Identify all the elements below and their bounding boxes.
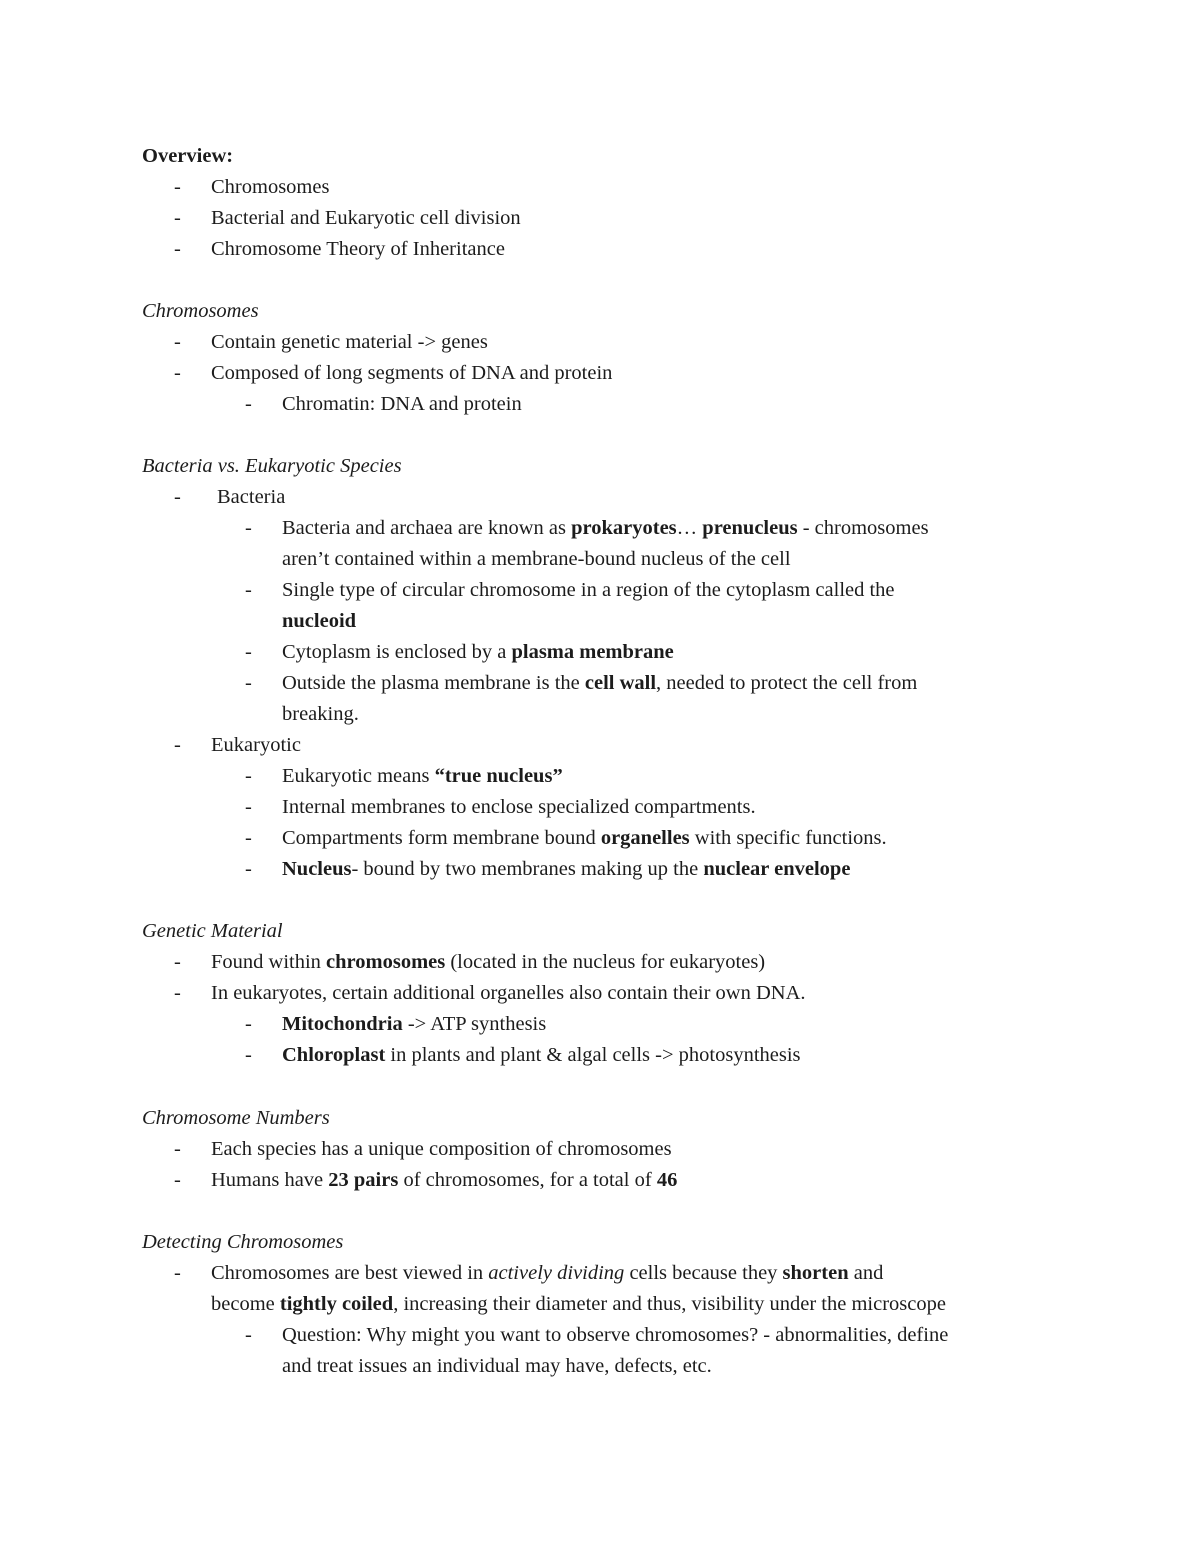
bold-term: Mitochondria bbox=[282, 1013, 403, 1035]
genetic-material-heading: Genetic Material bbox=[142, 920, 283, 942]
text-run: Found within bbox=[211, 951, 327, 973]
bullet-dash: - bbox=[174, 207, 181, 229]
text-run: Cytoplasm is enclosed by a bbox=[282, 641, 512, 663]
list-item-continuation bbox=[211, 1289, 946, 1320]
text-run: Humans have bbox=[211, 1169, 329, 1191]
list-item: Each species has a unique composition of chromosomes bbox=[211, 1138, 672, 1160]
list-subitem: Internal membranes to enclose specialized compartments. bbox=[282, 796, 756, 818]
list-subitem bbox=[282, 637, 674, 668]
overview-item: Chromosome Theory of Inheritance bbox=[211, 238, 505, 260]
text-run: Eukaryotic means bbox=[282, 765, 435, 787]
list-item bbox=[211, 947, 765, 978]
bullet-dash: - bbox=[245, 672, 252, 694]
bullet-dash: - bbox=[174, 1262, 181, 1284]
text-run: (located in the nucleus for eukaryotes) bbox=[445, 951, 766, 973]
list-item bbox=[211, 1165, 677, 1196]
list-item: Bacteria bbox=[217, 486, 286, 508]
overview-item: Bacterial and Eukaryotic cell division bbox=[211, 207, 521, 229]
list-item: Composed of long segments of DNA and protein bbox=[211, 362, 613, 384]
text-run: cells because they bbox=[624, 1262, 783, 1284]
bold-term: organelles bbox=[600, 827, 690, 849]
text-run: with specific functions. bbox=[689, 827, 887, 849]
bullet-dash: - bbox=[174, 486, 181, 508]
bullet-dash: - bbox=[174, 734, 181, 756]
bullet-dash: - bbox=[174, 362, 181, 384]
list-item bbox=[211, 1258, 883, 1289]
italic-term: actively dividing bbox=[488, 1262, 625, 1284]
text-run: Compartments form membrane bound bbox=[282, 827, 601, 849]
bullet-dash: - bbox=[245, 641, 252, 663]
bold-term: chromosomes bbox=[326, 951, 446, 973]
list-subitem bbox=[282, 513, 929, 544]
list-subitem bbox=[282, 823, 887, 854]
list-subitem bbox=[282, 854, 850, 885]
bullet-dash: - bbox=[245, 1013, 252, 1035]
text-run: and bbox=[848, 1262, 884, 1284]
list-subitem-continuation: and treat issues an individual may have, defects, etc. bbox=[282, 1355, 712, 1377]
text-run: become bbox=[211, 1293, 280, 1315]
bold-term: tightly coiled bbox=[279, 1293, 394, 1315]
bullet-dash: - bbox=[245, 1044, 252, 1066]
bold-term: shorten bbox=[782, 1262, 849, 1284]
text-run: - chromosomes bbox=[797, 517, 929, 539]
bold-term: prokaryotes bbox=[571, 517, 677, 539]
bullet-dash: - bbox=[174, 982, 181, 1004]
bold-term: Nucleus bbox=[282, 858, 352, 880]
bullet-dash: - bbox=[174, 176, 181, 198]
list-subitem-continuation: aren’t contained within a membrane-bound nucleus of the cell bbox=[282, 548, 791, 570]
text-run: -> ATP synthesis bbox=[402, 1013, 547, 1035]
bullet-dash: - bbox=[174, 238, 181, 260]
chromosomes-heading: Chromosomes bbox=[142, 300, 259, 322]
detecting-chromosomes-heading: Detecting Chromosomes bbox=[142, 1231, 344, 1253]
text-run: … bbox=[676, 517, 703, 539]
bold-term: nuclear envelope bbox=[703, 858, 851, 880]
text-run: Bacteria and archaea are known as bbox=[282, 517, 572, 539]
bullet-dash: - bbox=[245, 579, 252, 601]
list-subitem bbox=[282, 668, 917, 699]
overview-heading: Overview: bbox=[142, 145, 234, 167]
bold-term: 46 bbox=[656, 1169, 678, 1191]
list-item: Eukaryotic bbox=[211, 734, 301, 756]
text-run: - bound by two membranes making up the bbox=[351, 858, 704, 880]
bold-term: “true nucleus” bbox=[434, 765, 563, 787]
text-run: , needed to protect the cell from bbox=[656, 672, 918, 694]
bullet-dash: - bbox=[245, 765, 252, 787]
bold-term: prenucleus bbox=[702, 517, 798, 539]
bullet-dash: - bbox=[174, 1138, 181, 1160]
text-run: Chromosomes are best viewed in bbox=[211, 1262, 489, 1284]
list-item: Contain genetic material -> genes bbox=[211, 331, 488, 353]
list-subitem-continuation: breaking. bbox=[282, 703, 359, 725]
list-subitem bbox=[282, 1040, 801, 1071]
list-subitem bbox=[282, 761, 563, 792]
text-run: Outside the plasma membrane is the bbox=[282, 672, 585, 694]
bold-term: Chloroplast bbox=[282, 1044, 386, 1066]
bold-term: 23 pairs bbox=[328, 1169, 399, 1191]
overview-item: Chromosomes bbox=[211, 176, 330, 198]
list-subitem: Chromatin: DNA and protein bbox=[282, 393, 522, 415]
text-run: in plants and plant & algal cells -> photosynthesis bbox=[385, 1044, 801, 1066]
bacteria-vs-eukaryotic-heading: Bacteria vs. Eukaryotic Species bbox=[142, 455, 402, 477]
bold-term: plasma membrane bbox=[511, 641, 674, 663]
list-subitem: Question: Why might you want to observe chromosomes? - abnormalities, define bbox=[282, 1324, 949, 1346]
list-subitem-continuation: nucleoid bbox=[282, 610, 357, 632]
bullet-dash: - bbox=[245, 393, 252, 415]
bullet-dash: - bbox=[174, 1169, 181, 1191]
list-item: In eukaryotes, certain additional organelles also contain their own DNA. bbox=[211, 982, 806, 1004]
bullet-dash: - bbox=[245, 796, 252, 818]
text-run: , increasing their diameter and thus, visibility under the microscope bbox=[393, 1293, 946, 1315]
bullet-dash: - bbox=[245, 1324, 252, 1346]
bullet-dash: - bbox=[245, 827, 252, 849]
list-subitem: Single type of circular chromosome in a region of the cytoplasm called the bbox=[282, 579, 895, 601]
bullet-dash: - bbox=[174, 331, 181, 353]
text-run: of chromosomes, for a total of bbox=[398, 1169, 657, 1191]
bullet-dash: - bbox=[245, 517, 252, 539]
chromosome-numbers-heading: Chromosome Numbers bbox=[142, 1107, 330, 1129]
bullet-dash: - bbox=[174, 951, 181, 973]
bold-term: cell wall bbox=[584, 672, 657, 694]
list-subitem bbox=[282, 1009, 546, 1040]
bullet-dash: - bbox=[245, 858, 252, 880]
